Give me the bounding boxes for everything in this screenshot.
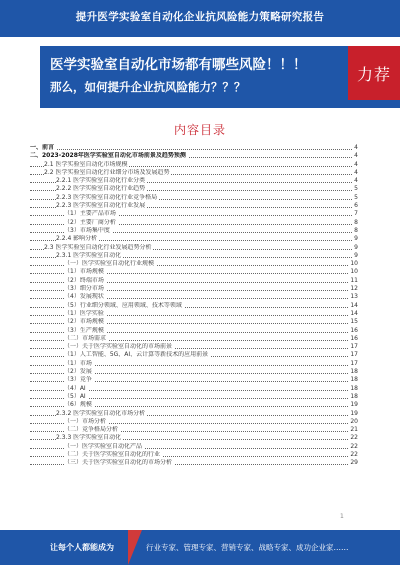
toc-entry-label: （2）发展: [64, 368, 92, 376]
toc-entry-label: （二）市场需求: [64, 334, 107, 342]
toc-entry-page: 16: [350, 326, 358, 334]
toc-entry[interactable]: [30, 227, 358, 235]
toc-entry-page: 12: [350, 285, 358, 293]
toc-entry-page: 9: [354, 243, 358, 251]
toc-entry-page: 21: [350, 426, 358, 434]
toc-entry[interactable]: [30, 144, 358, 152]
toc-entry[interactable]: [30, 194, 358, 202]
toc-entry[interactable]: [30, 268, 358, 276]
toc-entry-page: 22: [350, 434, 358, 442]
toc-entry[interactable]: [30, 426, 358, 434]
toc-entry-page: 18: [350, 392, 358, 400]
toc-entry-page: 19: [350, 409, 358, 417]
toc-entry-page: 4: [354, 160, 358, 168]
toc-entry-label: （一）医学实验室自动化产品: [64, 442, 143, 450]
toc-entry-label: 2.2.2 医学实验室自动化行业趋势: [56, 185, 146, 193]
toc-entry-label: （二）竞争格局分析: [64, 426, 119, 434]
toc-entry-page: 17: [350, 359, 358, 367]
toc-entry[interactable]: [30, 443, 358, 451]
footer-roles: 行业专家、管理专家、营销专家、战略专家、成功企业家……: [146, 543, 349, 552]
toc-entry[interactable]: [30, 302, 358, 310]
report-title: 提升医学实验室自动化企业抗风险能力策略研究报告: [75, 11, 325, 23]
toc-entry-label: （二）关于医学实验室自动化的行业: [64, 450, 161, 458]
toc-entry[interactable]: [30, 235, 358, 243]
toc-entry-label: 2.3.2 医学实验室自动化市场分析: [56, 409, 146, 417]
toc-entry-label: （1）人工智能、5G、AI、云计算等新技术的应用前景: [64, 351, 209, 359]
toc-entry[interactable]: [30, 210, 358, 218]
banner-headline: 医学实验室自动化市场都有哪些风险！！！: [50, 57, 307, 73]
toc-entry[interactable]: [30, 327, 358, 335]
toc-entry-label: 一、前言: [30, 144, 55, 151]
toc-entry-label: 2.2.1 医学实验室自动化行业分类: [56, 177, 146, 185]
toc-heading: 内容目录: [173, 123, 226, 137]
toc-entry-label: （5）行业细分领域、应用领域、技术等领域: [64, 301, 182, 309]
toc-entry-page: 10: [350, 268, 358, 276]
toc-entry-label: （6）规模: [64, 401, 92, 409]
toc-entry[interactable]: [30, 434, 358, 442]
page-number: 1: [340, 513, 344, 520]
toc-entry-label: （三）关于医学实验室自动化的市场分析: [64, 459, 173, 467]
toc-entry-label: （3）生产规模: [64, 326, 104, 334]
toc-entry-label: （2）主要厂商分析: [64, 218, 116, 226]
toc-entry-label: 2.2.4 影响分析: [56, 235, 98, 243]
toc-entry[interactable]: [30, 252, 358, 260]
toc-entry-label: （3）竞争: [64, 376, 92, 384]
toc-entry[interactable]: [30, 244, 358, 252]
toc-entry-page: 9: [354, 251, 358, 259]
toc-entry-page: 22: [350, 450, 358, 458]
toc-entry-label: （1）主要产品市场: [64, 210, 116, 218]
toc-entry-page: 4: [354, 168, 358, 176]
table-of-contents: [30, 144, 358, 468]
toc-entry[interactable]: [30, 177, 358, 185]
toc-entry-label: （2）市场规模: [64, 318, 104, 326]
toc-entry[interactable]: [30, 451, 358, 459]
toc-entry-label: （2）终端市场: [64, 276, 104, 284]
toc-entry-page: 5: [354, 193, 358, 201]
toc-entry-page: 16: [350, 334, 358, 342]
recommend-badge: 力荐: [348, 46, 400, 100]
toc-entry[interactable]: [30, 343, 358, 351]
toc-entry[interactable]: [30, 459, 358, 467]
toc-entry-page: 17: [350, 351, 358, 359]
toc-entry-page: 20: [350, 417, 358, 425]
toc-entry-label: （一）关于医学实验室自动化的市场前景: [64, 343, 173, 351]
toc-entry[interactable]: [30, 318, 358, 326]
toc-entry-page: 18: [350, 376, 358, 384]
toc-entry-page: 10: [350, 260, 358, 268]
toc-entry-page: 4: [354, 177, 358, 185]
toc-entry[interactable]: [30, 360, 358, 368]
toc-entry[interactable]: [30, 169, 358, 177]
toc-entry[interactable]: [30, 285, 358, 293]
toc-entry[interactable]: [30, 385, 358, 393]
toc-entry-label: （3）细分市场: [64, 285, 104, 293]
toc-entry-label: 2.3.3 医学实验室自动化: [56, 434, 122, 442]
toc-entry[interactable]: [30, 277, 358, 285]
toc-entry-page: 5: [354, 185, 358, 193]
toc-entry[interactable]: [30, 152, 358, 160]
toc-entry[interactable]: [30, 335, 358, 343]
toc-entry[interactable]: [30, 310, 358, 318]
toc-entry[interactable]: [30, 293, 358, 301]
toc-entry[interactable]: [30, 219, 358, 227]
toc-entry-page: 8: [354, 218, 358, 226]
toc-entry-label: （5）AI: [64, 392, 86, 400]
toc-entry-page: 8: [354, 226, 358, 234]
toc-entry[interactable]: [30, 202, 358, 210]
toc-entry[interactable]: [30, 260, 358, 268]
toc-entry[interactable]: [30, 410, 358, 418]
toc-entry[interactable]: [30, 161, 358, 169]
toc-entry-label: （4）发展现状: [64, 293, 104, 301]
toc-entry[interactable]: [30, 368, 358, 376]
toc-entry-page: 13: [350, 293, 358, 301]
footer-slogan: 让每个人都能成为: [50, 543, 114, 552]
toc-entry[interactable]: [30, 393, 358, 401]
toc-entry-page: 4: [354, 144, 358, 151]
toc-entry-page: 14: [350, 301, 358, 309]
toc-entry-page: 15: [350, 318, 358, 326]
toc-entry[interactable]: [30, 401, 358, 409]
promo-banner: [40, 46, 400, 108]
toc-entry-label: 2.2 医学实验室自动化行业细分市场及发展趋势: [44, 168, 170, 176]
toc-entry-page: 14: [350, 309, 358, 317]
toc-entry[interactable]: [30, 185, 358, 193]
toc-entry-label: （1）市场规模: [64, 268, 104, 276]
toc-entry[interactable]: [30, 418, 358, 426]
footer-bar: [0, 530, 400, 565]
banner-subheadline: 那么，如何提升企业抗风险能力？？？: [50, 80, 246, 94]
toc-entry-label: 2.2.3 医学实验室自动化行业竞争格局: [56, 193, 158, 201]
toc-entry-label: （4）AI: [64, 384, 86, 392]
header-bar: [0, 0, 400, 37]
toc-entry-label: 2.2.3 医学实验室自动化行业发展: [56, 202, 146, 210]
footer-divider: [128, 530, 142, 565]
toc-entry-page: 7: [354, 210, 358, 218]
toc-entry-label: （3）市场集中度: [64, 226, 110, 234]
toc-entry-label: 2.1 医学实验室自动化市场规模: [44, 160, 128, 168]
toc-entry-page: 6: [354, 202, 358, 210]
toc-entry-label: 二、2023-2028年医学实验室自动化市场前景及趋势预测: [30, 152, 186, 160]
toc-leader-dots: [30, 149, 358, 150]
toc-entry-page: 4: [354, 152, 358, 160]
toc-entry[interactable]: [30, 376, 358, 384]
toc-entry-page: 19: [350, 401, 358, 409]
toc-entry-page: 11: [350, 276, 358, 284]
toc-entry-page: 9: [354, 235, 358, 243]
toc-entry-page: 29: [350, 459, 358, 467]
toc-entry-label: 2.3.1 医学实验室自动化: [56, 251, 122, 259]
toc-entry-page: 18: [350, 368, 358, 376]
toc-entry-label: （1）医学实验: [64, 309, 104, 317]
toc-entry-page: 17: [350, 343, 358, 351]
toc-entry-page: 22: [350, 442, 358, 450]
toc-entry-label: （一）医学实验室自动化行业规模: [64, 260, 155, 268]
toc-entry[interactable]: [30, 351, 358, 359]
toc-entry-label: （1）市场: [64, 359, 92, 367]
toc-entry-label: 2.3 医学实验室自动化行业发展趋势分析: [44, 243, 152, 251]
toc-entry-label: （一）市场分析: [64, 417, 107, 425]
toc-entry-page: 18: [350, 384, 358, 392]
